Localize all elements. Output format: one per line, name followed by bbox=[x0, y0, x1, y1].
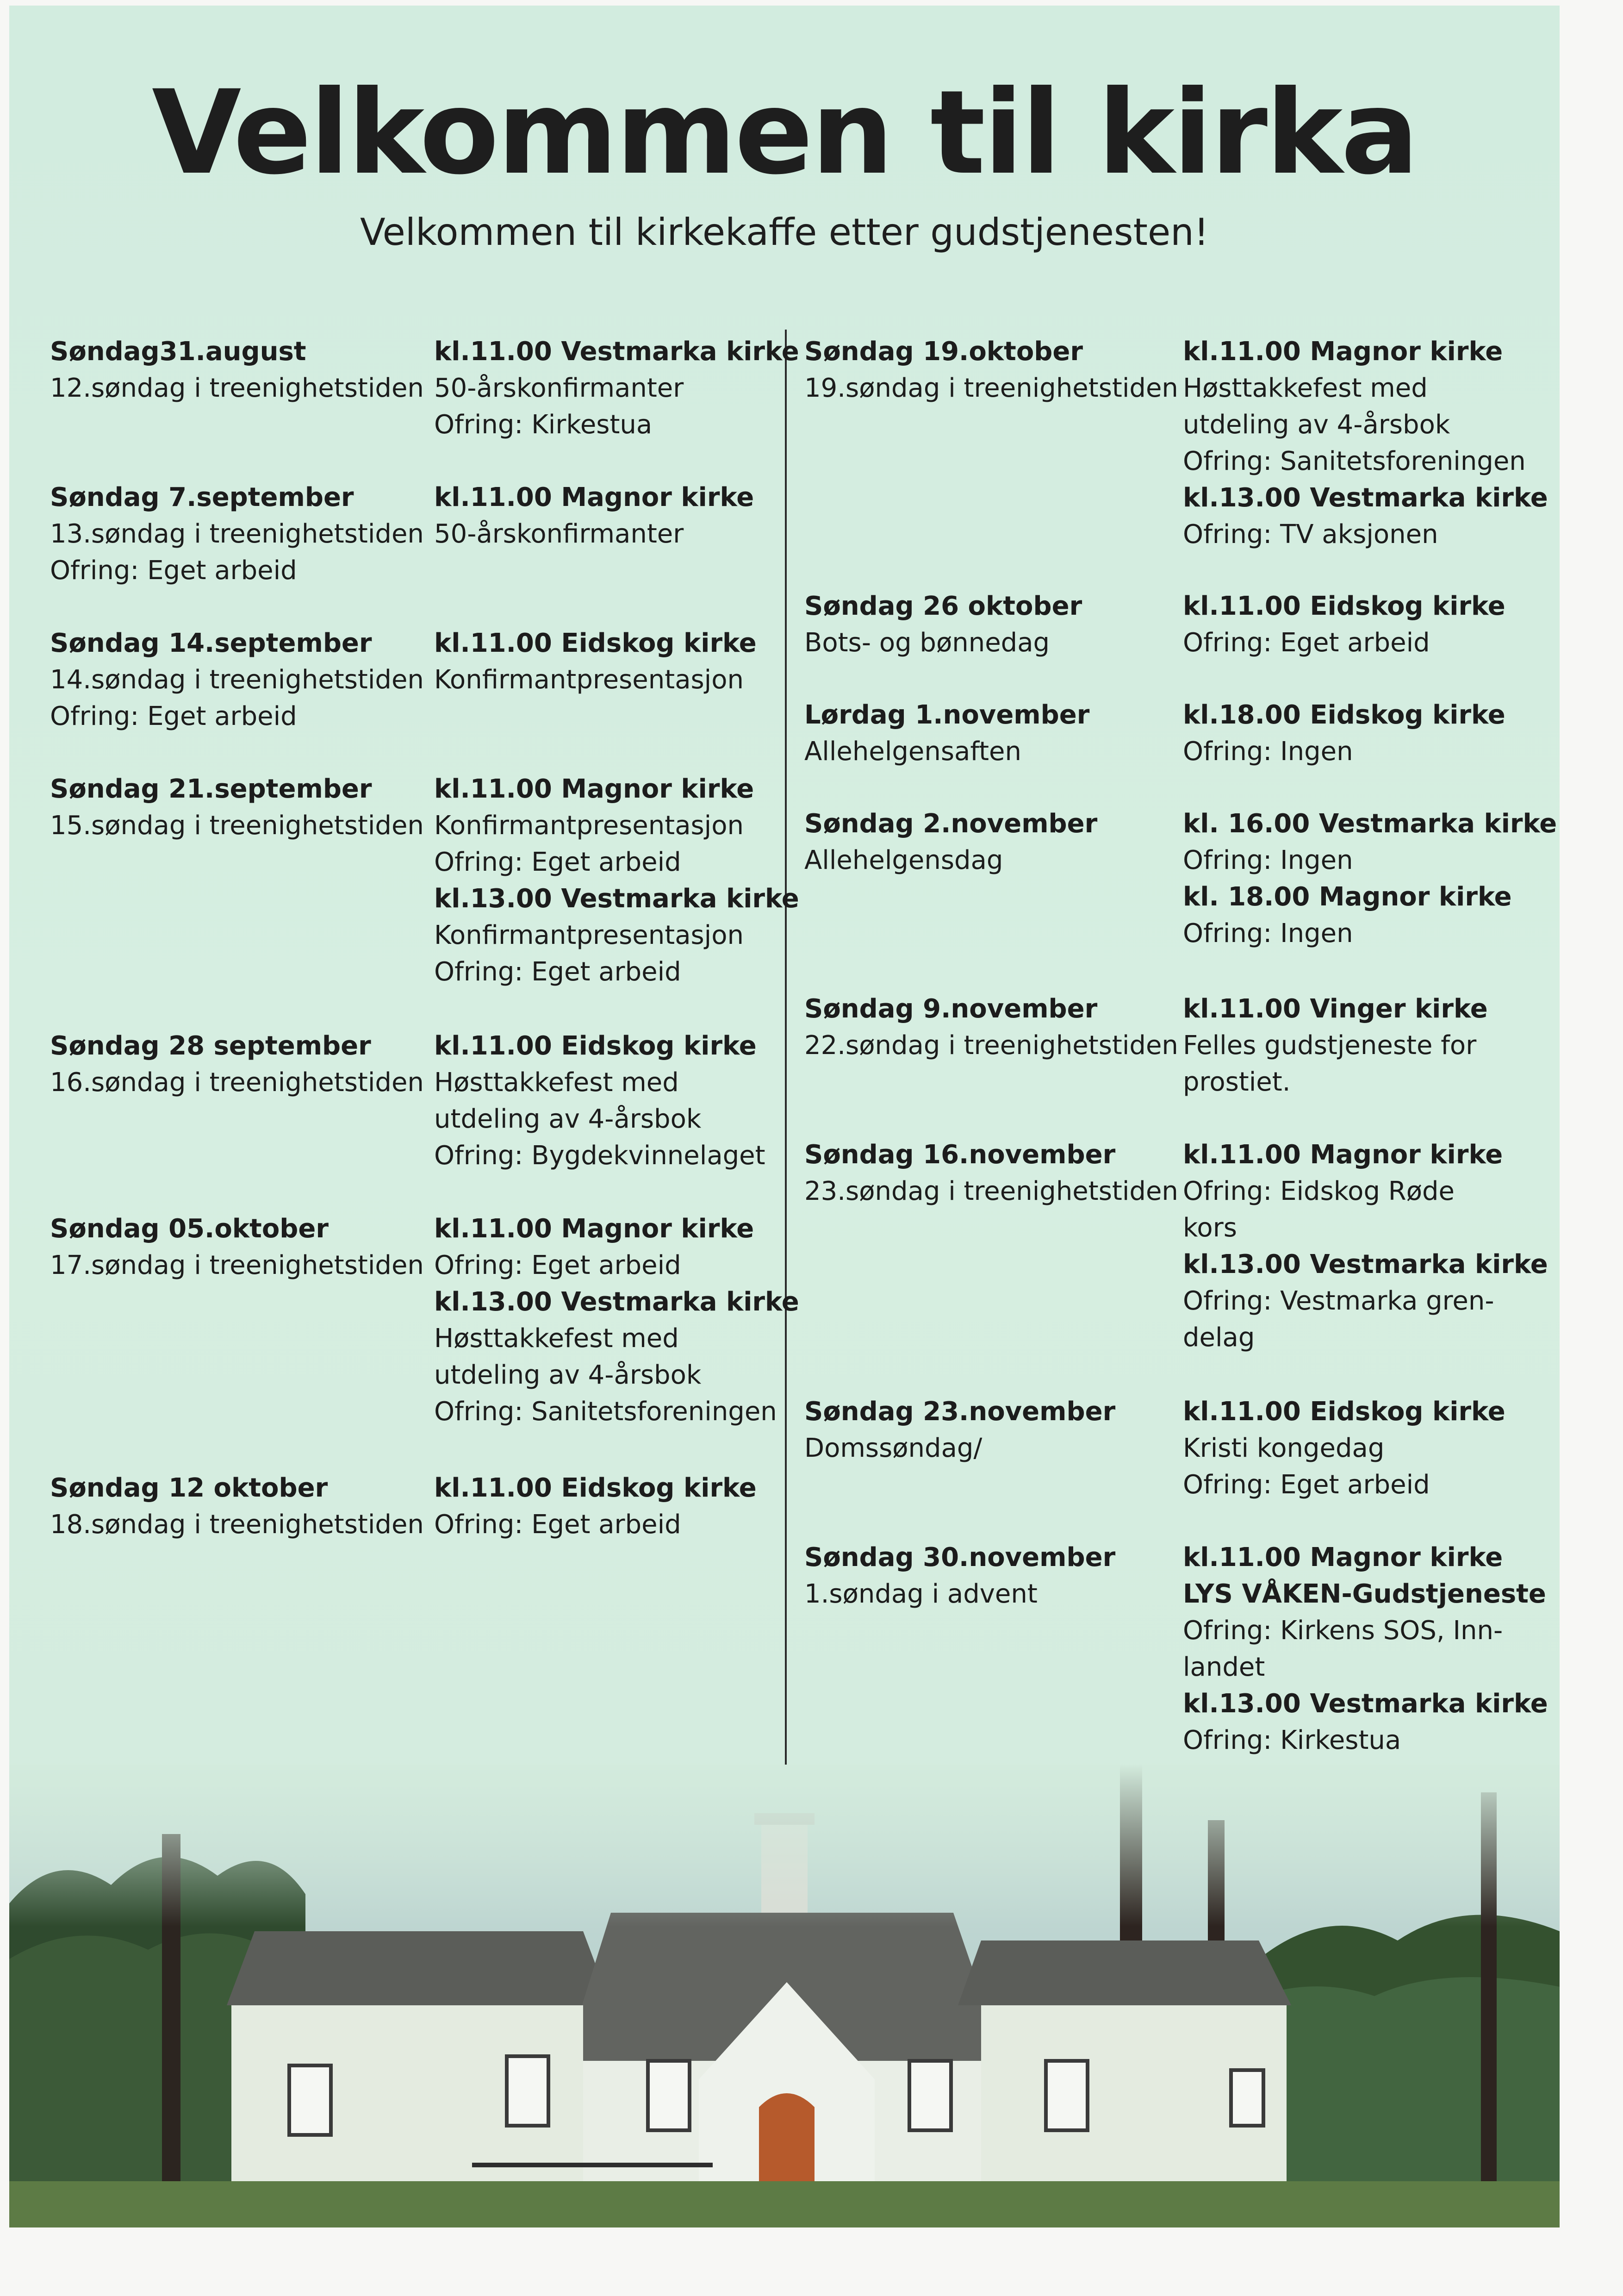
entry-date: Søndag 2.november bbox=[804, 809, 1098, 839]
service-time-location: kl.11.00 Vestmarka kirke bbox=[434, 337, 799, 367]
service-detail: Konfirmantpresentasjon bbox=[434, 665, 744, 695]
entry-date-note: Domssøndag/ bbox=[804, 1433, 983, 1463]
service-time-location: kl.11.00 Eidskog kirke bbox=[434, 1473, 757, 1503]
entry-date: Søndag 16.november bbox=[804, 1140, 1116, 1170]
service-time-location: kl.11.00 Magnor kirke bbox=[1183, 337, 1503, 367]
entry-service-block bbox=[1183, 1539, 1548, 1759]
entry-date-block bbox=[50, 1210, 429, 1284]
entry-service-block bbox=[434, 771, 799, 990]
service-time-location: kl.11.00 Eidskog kirke bbox=[1183, 1397, 1505, 1427]
entry-date-block bbox=[50, 1028, 429, 1101]
entry-date-note: 15.søndag i treenighetstiden bbox=[50, 811, 424, 841]
entry-date-block bbox=[804, 1136, 1184, 1210]
service-detail: Ofring: Vestmarka gren- bbox=[1183, 1286, 1494, 1316]
entry-service-block bbox=[1183, 333, 1548, 553]
entry-date: Søndag 19.oktober bbox=[804, 337, 1083, 367]
service-detail: Konfirmantpresentasjon bbox=[434, 920, 744, 950]
entry-date: Søndag 21.september bbox=[50, 774, 372, 804]
entry-service-block bbox=[1183, 1136, 1548, 1356]
service-detail: 50-årskonfirmanter bbox=[434, 373, 684, 403]
service-time-location: kl.11.00 Magnor kirke bbox=[1183, 1542, 1503, 1572]
service-time-location: kl.13.00 Vestmarka kirke bbox=[1183, 1689, 1548, 1719]
entry-date: Søndag 30.november bbox=[804, 1542, 1116, 1572]
service-detail: Ofring: Eidskog Røde bbox=[1183, 1176, 1455, 1206]
page-title: Velkommen til kirka bbox=[151, 65, 1418, 200]
entry-service-block bbox=[1183, 805, 1557, 952]
service-detail: prostiet. bbox=[1183, 1067, 1291, 1097]
entry-date-block bbox=[50, 771, 429, 844]
entry-date-block bbox=[50, 333, 429, 406]
service-detail: Ofring: Kirkens SOS, Inn- bbox=[1183, 1616, 1503, 1646]
entry-date-block bbox=[804, 588, 1184, 661]
service-detail: Ofring: Eget arbeid bbox=[434, 847, 681, 877]
poster bbox=[9, 6, 1560, 2227]
service-time-location: LYS VÅKEN-Gudstjeneste bbox=[1183, 1579, 1546, 1609]
entry-date: Lørdag 1.november bbox=[804, 700, 1090, 730]
service-detail: kors bbox=[1183, 1213, 1237, 1243]
entry-date-block bbox=[804, 805, 1184, 879]
service-detail: Ofring: Bygdekvinnelaget bbox=[434, 1141, 765, 1171]
entry-service-block bbox=[434, 333, 799, 443]
service-detail: delag bbox=[1183, 1323, 1255, 1353]
service-detail: Ofring: Ingen bbox=[1183, 918, 1353, 948]
service-detail: Kristi kongedag bbox=[1183, 1433, 1385, 1463]
service-detail: Høsttakkefest med bbox=[434, 1067, 679, 1098]
service-time-location: kl.18.00 Eidskog kirke bbox=[1183, 700, 1505, 730]
entry-date-note: Allehelgensdag bbox=[804, 845, 1003, 875]
service-detail: landet bbox=[1183, 1652, 1265, 1682]
service-detail: Ofring: Ingen bbox=[1183, 736, 1353, 767]
entry-date-note: 16.søndag i treenighetstiden bbox=[50, 1067, 424, 1098]
service-detail: Ofring: Kirkestua bbox=[1183, 1725, 1401, 1755]
entry-service-block bbox=[1183, 1393, 1535, 1503]
service-detail: utdeling av 4-årsbok bbox=[434, 1360, 702, 1390]
entry-service-block bbox=[1183, 697, 1535, 770]
service-detail: utdeling av 4-årsbok bbox=[1183, 410, 1450, 440]
service-detail: Ofring: Eget arbeid bbox=[1183, 1470, 1430, 1500]
entry-date-note: Allehelgensaften bbox=[804, 736, 1021, 767]
entry-date-note: 18.søndag i treenighetstiden bbox=[50, 1510, 424, 1540]
service-time-location: kl. 16.00 Vestmarka kirke bbox=[1183, 809, 1557, 839]
entry-date-note: 19.søndag i treenighetstiden bbox=[804, 373, 1178, 403]
service-time-location: kl.13.00 Vestmarka kirke bbox=[434, 1287, 799, 1317]
entry-date: Søndag 9.november bbox=[804, 994, 1098, 1024]
entry-service-block bbox=[434, 1210, 799, 1430]
service-time-location: kl.11.00 Magnor kirke bbox=[1183, 1140, 1503, 1170]
entry-date-note: 12.søndag i treenighetstiden bbox=[50, 373, 424, 403]
entry-date: Søndag 23.november bbox=[804, 1397, 1116, 1427]
entry-date-note: 23.søndag i treenighetstiden bbox=[804, 1176, 1178, 1206]
entry-service-block bbox=[434, 479, 786, 552]
entry-date: Søndag 7.september bbox=[50, 482, 354, 512]
service-detail: Ofring: Sanitetsforeningen bbox=[1183, 446, 1526, 476]
service-time-location: kl.11.00 Magnor kirke bbox=[434, 482, 754, 512]
church-photo bbox=[9, 1765, 1560, 2227]
entry-date-note: Ofring: Eget arbeid bbox=[50, 555, 297, 586]
entry-service-block bbox=[1183, 991, 1535, 1100]
entry-date-note: 14.søndag i treenighetstiden bbox=[50, 665, 424, 695]
entry-date: Søndag 12 oktober bbox=[50, 1473, 328, 1503]
entry-date-note: 1.søndag i advent bbox=[804, 1579, 1038, 1609]
service-detail: Ofring: Eget arbeid bbox=[434, 957, 681, 987]
entry-date: Søndag 26 oktober bbox=[804, 591, 1082, 621]
service-time-location: kl.13.00 Vestmarka kirke bbox=[434, 884, 799, 914]
entry-date-block bbox=[50, 625, 429, 735]
service-detail: Ofring: Eget arbeid bbox=[434, 1250, 681, 1280]
entry-date-block bbox=[804, 1393, 1184, 1466]
service-detail: Høsttakkefest med bbox=[434, 1323, 679, 1354]
entry-date: Søndag31.august bbox=[50, 337, 306, 367]
entry-date-note: 13.søndag i treenighetstiden bbox=[50, 519, 424, 549]
service-detail: Ofring: Kirkestua bbox=[434, 410, 653, 440]
service-time-location: kl.13.00 Vestmarka kirke bbox=[1183, 1249, 1548, 1279]
entry-date-block bbox=[804, 991, 1184, 1064]
entry-service-block bbox=[434, 1028, 786, 1174]
entry-date-note: 17.søndag i treenighetstiden bbox=[50, 1250, 424, 1280]
service-time-location: kl.11.00 Eidskog kirke bbox=[1183, 591, 1505, 621]
page-subtitle: Velkommen til kirkekaffe etter gudstjenesten! bbox=[360, 211, 1209, 254]
service-detail: Konfirmantpresentasjon bbox=[434, 811, 744, 841]
entry-service-block bbox=[434, 625, 786, 698]
service-detail: Ofring: Sanitetsforeningen bbox=[434, 1397, 777, 1427]
service-detail: Høsttakkefest med bbox=[1183, 373, 1428, 403]
service-detail: Felles gudstjeneste for bbox=[1183, 1030, 1477, 1061]
service-time-location: kl.11.00 Eidskog kirke bbox=[434, 1031, 757, 1061]
service-time-location: kl.11.00 Magnor kirke bbox=[434, 1214, 754, 1244]
service-detail: Ofring: Ingen bbox=[1183, 845, 1353, 875]
service-detail: utdeling av 4-årsbok bbox=[434, 1104, 702, 1134]
entry-date: Søndag 28 september bbox=[50, 1031, 371, 1061]
entry-date-block bbox=[50, 1470, 429, 1543]
entry-date: Søndag 05.oktober bbox=[50, 1214, 329, 1244]
service-detail: Ofring: Eget arbeid bbox=[1183, 628, 1430, 658]
entry-date: Søndag 14.september bbox=[50, 628, 372, 658]
entry-date-note: Bots- og bønnedag bbox=[804, 628, 1050, 658]
service-detail: 50-årskonfirmanter bbox=[434, 519, 684, 549]
service-time-location: kl.11.00 Magnor kirke bbox=[434, 774, 754, 804]
service-detail: Ofring: TV aksjonen bbox=[1183, 519, 1438, 549]
service-time-location: kl.11.00 Vinger kirke bbox=[1183, 994, 1488, 1024]
service-detail: Ofring: Eget arbeid bbox=[434, 1510, 681, 1540]
entry-service-block bbox=[434, 1470, 786, 1543]
entry-date-note: Ofring: Eget arbeid bbox=[50, 701, 297, 731]
service-time-location: kl.11.00 Eidskog kirke bbox=[434, 628, 757, 658]
service-time-location: kl. 18.00 Magnor kirke bbox=[1183, 882, 1512, 912]
entry-date-block bbox=[804, 697, 1184, 770]
entry-date-block bbox=[50, 479, 429, 589]
entry-date-block bbox=[804, 1539, 1184, 1612]
entry-service-block bbox=[1183, 588, 1535, 661]
entry-date-note: 22.søndag i treenighetstiden bbox=[804, 1030, 1178, 1061]
service-time-location: kl.13.00 Vestmarka kirke bbox=[1183, 483, 1548, 513]
entry-date-block bbox=[804, 333, 1184, 406]
